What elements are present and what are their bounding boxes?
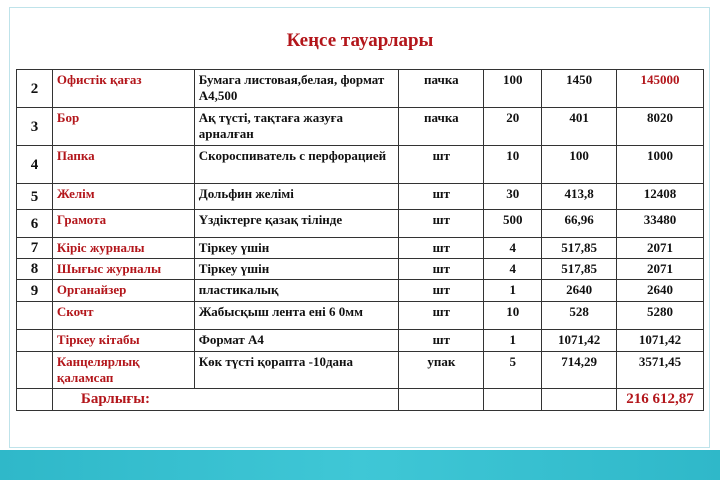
item-description: Жабысқыш лента ені 6 0мм xyxy=(194,302,399,330)
table-row xyxy=(17,330,704,352)
item-unit: шт xyxy=(399,184,484,210)
item-quantity: 4 xyxy=(484,259,542,280)
row-number: 9 xyxy=(17,280,53,302)
item-description: Тіркеу үшін xyxy=(194,238,399,259)
row-number: 7 xyxy=(17,238,53,259)
item-price: 401 xyxy=(542,108,617,146)
item-sum: 145000 xyxy=(617,70,704,108)
item-price: 2640 xyxy=(542,280,617,302)
row-number: 6 xyxy=(17,210,53,238)
item-name: Тіркеу кітабы xyxy=(52,330,194,352)
item-sum: 5280 xyxy=(617,302,704,330)
table-row xyxy=(17,210,704,238)
item-price: 1071,42 xyxy=(542,330,617,352)
item-quantity: 10 xyxy=(484,302,542,330)
table-row xyxy=(17,302,704,330)
item-price: 413,8 xyxy=(542,184,617,210)
item-description: Скороспиватель с перфорацией xyxy=(194,146,399,184)
item-sum: 8020 xyxy=(617,108,704,146)
total-label: Барлығы: xyxy=(52,389,398,411)
item-name: Скочт xyxy=(52,302,194,330)
table-row xyxy=(17,70,704,108)
item-description: Тіркеу үшін xyxy=(194,259,399,280)
table-row xyxy=(17,352,704,389)
item-unit: шт xyxy=(399,238,484,259)
item-sum: 3571,45 xyxy=(617,352,704,389)
item-quantity: 1 xyxy=(484,330,542,352)
row-number: 5 xyxy=(17,184,53,210)
row-number: 3 xyxy=(17,108,53,146)
item-unit: шт xyxy=(399,302,484,330)
supplies-table xyxy=(16,69,704,411)
row-number: 4 xyxy=(17,146,53,184)
row-number xyxy=(17,352,53,389)
table-row xyxy=(17,108,704,146)
total-empty-cell xyxy=(542,389,617,411)
total-empty-cell xyxy=(484,389,542,411)
item-name: Офистік қағаз xyxy=(52,70,194,108)
item-price: 517,85 xyxy=(542,238,617,259)
item-sum: 2640 xyxy=(617,280,704,302)
item-sum: 12408 xyxy=(617,184,704,210)
item-description: пластикалық xyxy=(194,280,399,302)
item-sum: 1000 xyxy=(617,146,704,184)
item-name: Бор xyxy=(52,108,194,146)
item-name: Кіріс журналы xyxy=(52,238,194,259)
page-title: Кеңсе тауарлары xyxy=(286,30,434,51)
item-name: Папка xyxy=(52,146,194,184)
row-number: 8 xyxy=(17,259,53,280)
item-quantity: 5 xyxy=(484,352,542,389)
row-number: 2 xyxy=(17,70,53,108)
table-row xyxy=(17,259,704,280)
item-name: Органайзер xyxy=(52,280,194,302)
item-description: Бумага листовая,белая, формат А4,500 xyxy=(194,70,399,108)
item-quantity: 500 xyxy=(484,210,542,238)
item-unit: пачка xyxy=(399,108,484,146)
item-price: 100 xyxy=(542,146,617,184)
item-quantity: 10 xyxy=(484,146,542,184)
item-description: Үздіктерге қазақ тілінде xyxy=(194,210,399,238)
item-unit: шт xyxy=(399,280,484,302)
table-row xyxy=(17,146,704,184)
total-value: 216 612,87 xyxy=(617,389,704,411)
item-quantity: 100 xyxy=(484,70,542,108)
item-price: 714,29 xyxy=(542,352,617,389)
total-row xyxy=(17,389,704,411)
item-price: 517,85 xyxy=(542,259,617,280)
item-sum: 1071,42 xyxy=(617,330,704,352)
item-description: Ақ түсті, тақтаға жазуға арналған xyxy=(194,108,399,146)
item-name: Грамота xyxy=(52,210,194,238)
footer-band xyxy=(0,450,720,480)
item-price: 1450 xyxy=(542,70,617,108)
item-name: Канцелярлық қаламсап xyxy=(52,352,194,389)
item-name: Желім xyxy=(52,184,194,210)
item-unit: шт xyxy=(399,259,484,280)
table-row xyxy=(17,238,704,259)
item-unit: упак xyxy=(399,352,484,389)
row-number xyxy=(17,302,53,330)
table-row xyxy=(17,280,704,302)
item-name: Шығыс журналы xyxy=(52,259,194,280)
row-number xyxy=(17,330,53,352)
item-description: Формат А4 xyxy=(194,330,399,352)
item-quantity: 30 xyxy=(484,184,542,210)
total-empty-cell xyxy=(17,389,53,411)
item-quantity: 1 xyxy=(484,280,542,302)
item-quantity: 20 xyxy=(484,108,542,146)
item-unit: шт xyxy=(399,210,484,238)
item-sum: 33480 xyxy=(617,210,704,238)
item-sum: 2071 xyxy=(617,238,704,259)
table-row xyxy=(17,184,704,210)
item-unit: пачка xyxy=(399,70,484,108)
item-sum: 2071 xyxy=(617,259,704,280)
item-price: 66,96 xyxy=(542,210,617,238)
item-unit: шт xyxy=(399,146,484,184)
item-price: 528 xyxy=(542,302,617,330)
item-quantity: 4 xyxy=(484,238,542,259)
item-unit: шт xyxy=(399,330,484,352)
total-empty-cell xyxy=(399,389,484,411)
item-description: Дольфин желімі xyxy=(194,184,399,210)
item-description: Көк түсті қорапта -10дана xyxy=(194,352,399,389)
